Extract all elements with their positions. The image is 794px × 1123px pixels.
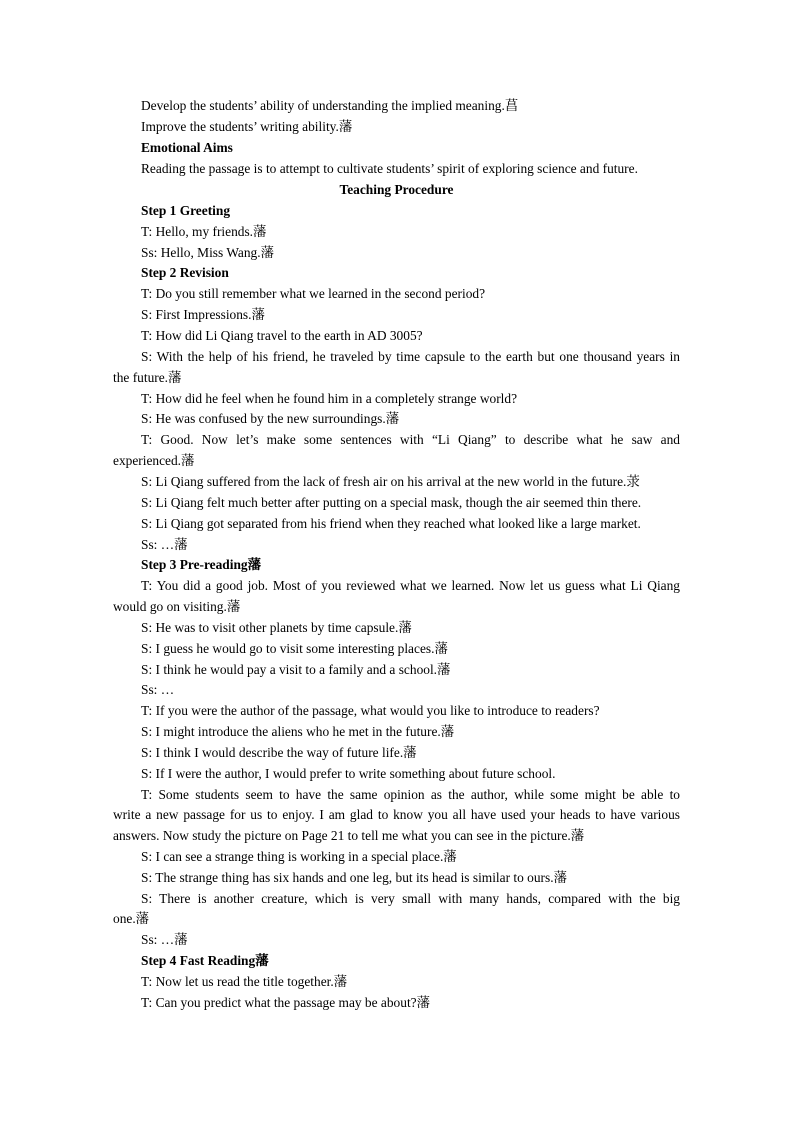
dialogue-line: S: With the help of his friend, he traveled by time capsule to the earth but one thousand years in — [141, 349, 680, 364]
dialogue-line-continued: write a new passage for us to enjoy. I am glad to know you all have used your heads to have various — [113, 807, 680, 822]
heading-emotional-aims: Emotional Aims — [141, 140, 233, 155]
dialogue-line: T: Some students seem to have the same opinion as the author, while some might be able to — [141, 787, 680, 802]
dialogue-line: T: You did a good job. Most of you reviewed what we learned. Now let us guess what Li Qiang — [141, 578, 680, 593]
dialogue-line: S: If I were the author, I would prefer to write something about future school. — [141, 766, 556, 781]
objective-writing-ability: Improve the students’ writing ability.藩 — [141, 119, 353, 134]
dialogue-line: S: Li Qiang felt much better after putting on a special mask, though the air seemed thin there. — [141, 495, 642, 510]
dialogue-line-continued: experienced.藩 — [113, 453, 195, 468]
dialogue-line-continued: would go on visiting.藩 — [113, 599, 241, 614]
dialogue-line: T: Do you still remember what we learned in the second period? — [141, 286, 486, 301]
dialogue-line-continued: one.藩 — [113, 911, 150, 926]
dialogue-line: S: I might introduce the aliens who he met in the future.藩 — [141, 724, 455, 739]
dialogue-line: S: Li Qiang got separated from his friend when they reached what looked like a large market. — [141, 516, 641, 531]
dialogue-line: S: There is another creature, which is very small with many hands, compared with the big — [141, 891, 680, 906]
dialogue-line: S: He was confused by the new surroundings.藩 — [141, 411, 400, 426]
dialogue-line: S: Li Qiang suffered from the lack of fresh air on his arrival at the new world in the future.莍 — [141, 474, 640, 489]
dialogue-line: S: I think I would describe the way of future life.藩 — [141, 745, 417, 760]
dialogue-line: T: Hello, my friends.藩 — [141, 224, 267, 239]
dialogue-line: S: I guess he would go to visit some interesting places.藩 — [141, 641, 448, 656]
dialogue-line: Ss: … — [141, 682, 175, 697]
objective-implied-meaning: Develop the students’ ability of understanding the implied meaning.菖 — [141, 98, 519, 113]
heading-step-1: Step 1 Greeting — [141, 203, 231, 218]
dialogue-line: T: How did Li Qiang travel to the earth in AD 3005? — [141, 328, 423, 343]
dialogue-line-continued: the future.藩 — [113, 370, 182, 385]
dialogue-line: Ss: Hello, Miss Wang.藩 — [141, 245, 274, 260]
dialogue-line: T: Can you predict what the passage may be about?藩 — [141, 995, 431, 1010]
dialogue-line: S: The strange thing has six hands and one leg, but its head is similar to ours.藩 — [141, 870, 567, 885]
heading-step-2: Step 2 Revision — [141, 265, 229, 280]
heading-step-4: Step 4 Fast Reading藩 — [141, 953, 269, 968]
heading-step-3: Step 3 Pre-reading藩 — [141, 557, 262, 572]
dialogue-line: T: Now let us read the title together.藩 — [141, 974, 348, 989]
dialogue-line: S: First Impressions.藩 — [141, 307, 265, 322]
dialogue-line: Ss: …藩 — [141, 932, 188, 947]
dialogue-line: T: How did he feel when he found him in a completely strange world? — [141, 391, 518, 406]
dialogue-line: T: Good. Now let’s make some sentences with “Li Qiang” to describe what he saw and — [141, 432, 680, 447]
dialogue-line: T: If you were the author of the passage, what would you like to introduce to readers? — [141, 703, 600, 718]
dialogue-line: S: I think he would pay a visit to a family and a school.藩 — [141, 662, 451, 677]
heading-teaching-procedure: Teaching Procedure — [339, 182, 454, 197]
emotional-aim-text: Reading the passage is to attempt to cultivate students’ spirit of exploring science and future. — [141, 161, 638, 176]
dialogue-line: S: He was to visit other planets by time capsule.藩 — [141, 620, 412, 635]
dialogue-line-continued: answers. Now study the picture on Page 21 to tell me what you can see in the picture.藩 — [113, 828, 585, 843]
dialogue-line: S: I can see a strange thing is working in a special place.藩 — [141, 849, 457, 864]
dialogue-line: Ss: …藩 — [141, 537, 188, 552]
